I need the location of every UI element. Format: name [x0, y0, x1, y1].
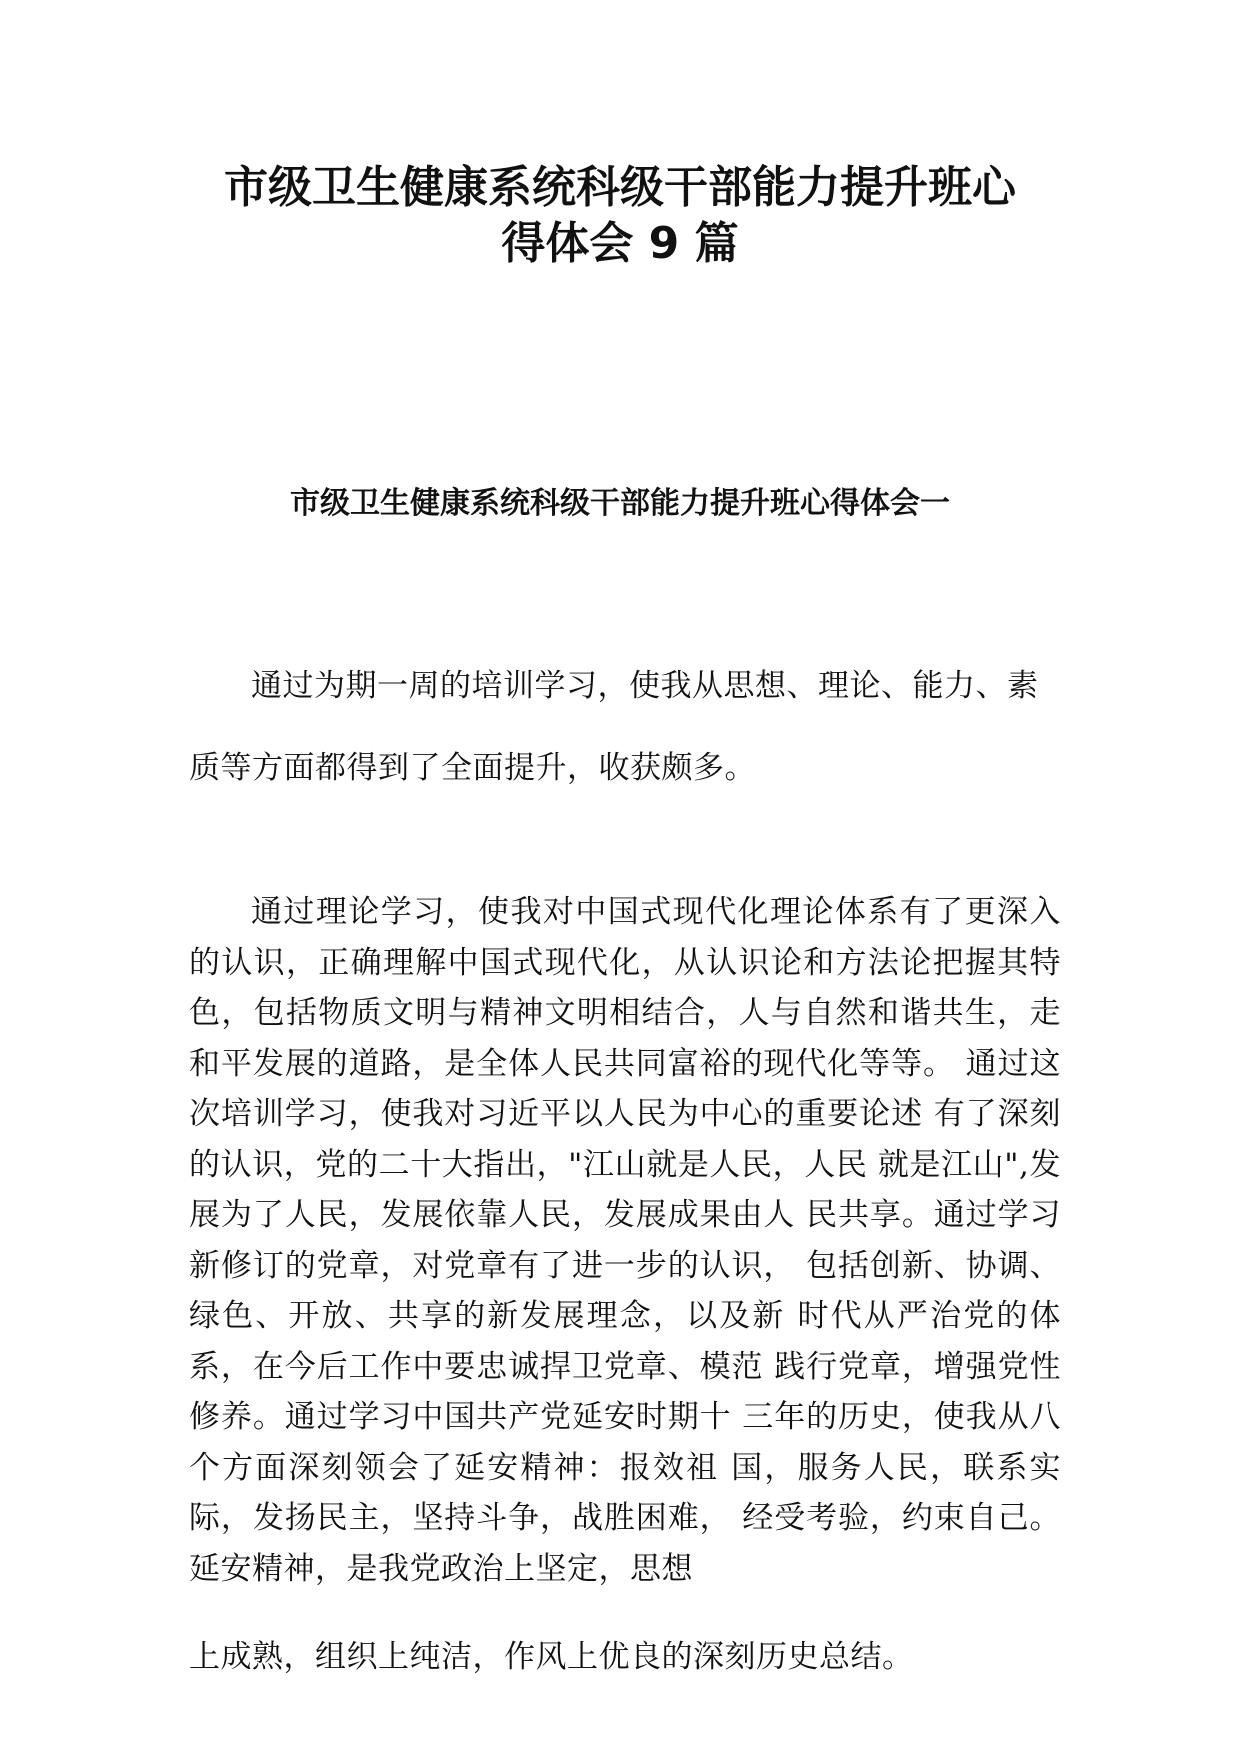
document-title-continued: 得体会 9 篇 [501, 218, 739, 269]
paragraph-body: 通过理论学习，使我对中国式现代化理论体系有了更深入的认识，正确理解中国式现代化，从认识论和方法论把握其特色，包括物质文明与精神文明相结合，人与自然和谐共生，走和平发展的道路，是全体人民共同富裕的现代化等等。 通过这次培训学习，使我对习近平以人民为中心的重要论述 有了深刻的认识，党的二十大指出，"江山就是人民，人民 就是江山",发展为了人民，发展依靠人民，发展成果由人 民共享。通过学习新修订的党章，对党章有了进一步的认识， 包括创新、协调、绿色、开放、共享的新发展理念，以及新 时代从严治党的体系，在今后工作中要忠诚捍卫党章、模范 践行党章，增强党性修养。通过学习中国共产党延安时期十 三年的历史，使我从八个方面深刻领会了延安精神：报效祖 国，服务人民，联系实际，发扬民主，坚持斗争，战胜困难， 经受考验，约束自己。延安精神，是我党政治上坚定，思想 [189, 894, 1061, 1587]
paragraph-intro: 通过为期一周的培训学习，使我从思想、理论、能力、素质等方面都得到了全面提升，收获颇多。 [189, 668, 1039, 786]
paragraph-continuation: 上成熟，组织上纯洁，作风上优良的深刻历史总结。 [189, 1639, 914, 1675]
section-heading: 市级卫生健康系统科级干部能力提升班心得体会一 [290, 486, 950, 521]
document-title: 市级卫生健康系统科级干部能力提升班心 [224, 162, 1016, 213]
